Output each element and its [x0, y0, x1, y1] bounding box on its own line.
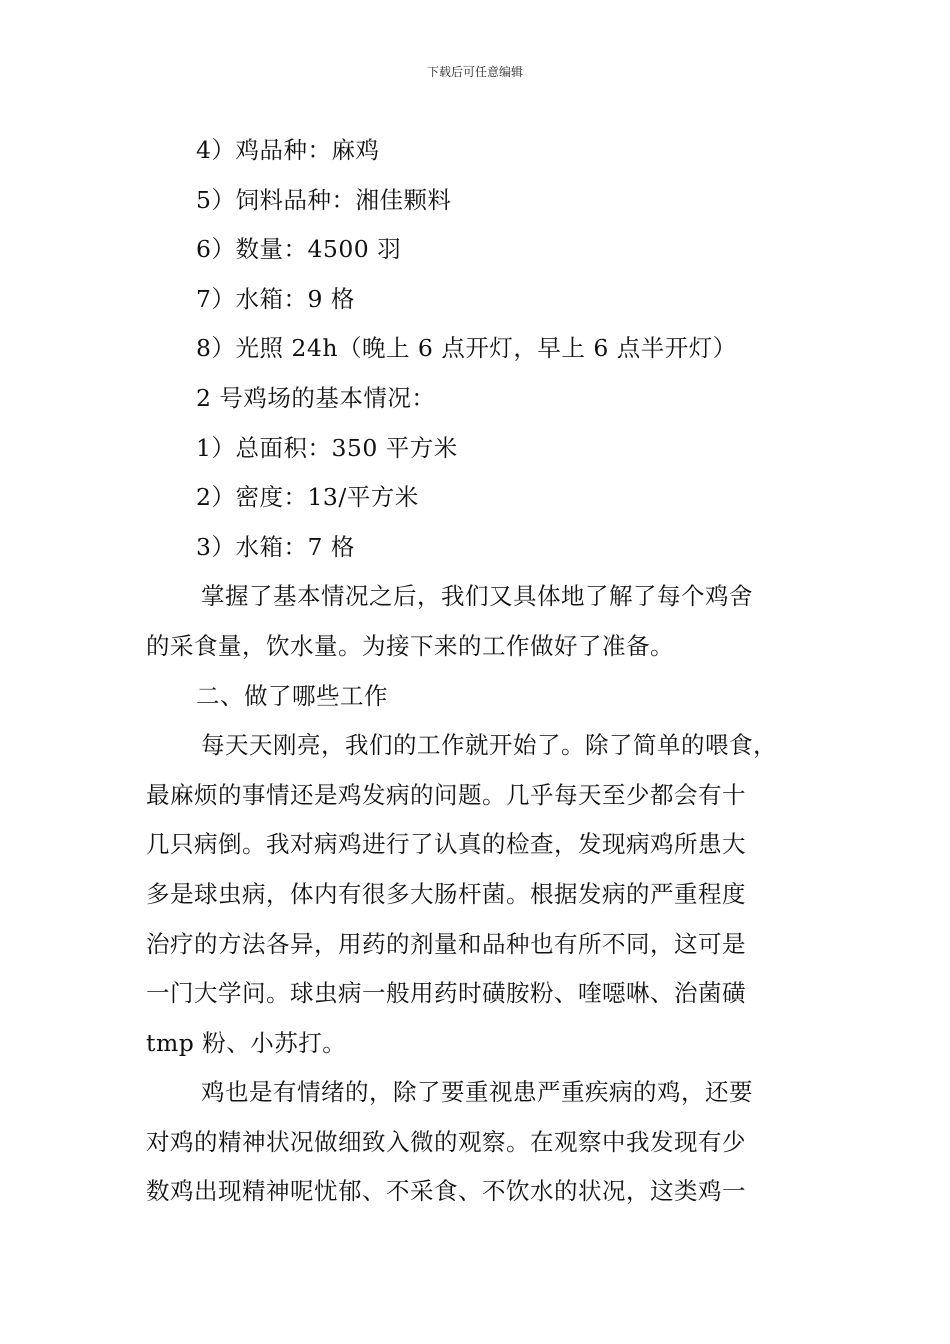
list-item: 8）光照 24h（晚上 6 点开灯，早上 6 点半开灯） [196, 334, 737, 363]
list-item: 5）饲料品种：湘佳颗料 [196, 185, 452, 214]
paragraph-line: 掌握了基本情况之后，我们又具体地了解了每个鸡舍 [201, 582, 753, 611]
document-body [146, 126, 826, 1217]
paragraph-line: 每天天刚亮，我们的工作就开始了。除了简单的喂食， [201, 731, 777, 760]
paragraph-line: 多是球虫病，体内有很多大肠杆菌。根据发病的严重程度 [146, 879, 746, 908]
list-item: 2）密度：13/平方米 [196, 483, 419, 512]
paragraph-line: 鸡也是有情绪的，除了要重视患严重疾病的鸡，还要 [201, 1078, 753, 1107]
list-item: 6）数量：4500 羽 [196, 235, 402, 264]
list-item: 3）水箱：7 格 [196, 532, 355, 561]
page-header: 下载后可任意编辑 [426, 65, 523, 79]
paragraph-line: 最麻烦的事情还是鸡发病的问题。几乎每天至少都会有十 [146, 780, 746, 809]
paragraph-line: tmp 粉、小苏打。 [146, 1028, 347, 1057]
list-item: 1）总面积：350 平方米 [196, 433, 458, 462]
list-item: 4）鸡品种：麻鸡 [196, 136, 380, 164]
section-heading: 二、做了哪些工作 [196, 681, 388, 710]
paragraph-line: 治疗的方法各异，用药的剂量和品种也有所不同，这可是 [146, 929, 746, 958]
paragraph-line: 对鸡的精神状况做细致入微的观察。在观察中我发现有少 [146, 1127, 746, 1156]
list-item: 7）水箱：9 格 [196, 284, 355, 313]
paragraph-line: 数鸡出现精神呢忧郁、不采食、不饮水的状况，这类鸡一 [146, 1177, 746, 1206]
paragraph-line: 几只病倒。我对病鸡进行了认真的检查，发现病鸡所患大 [146, 830, 746, 859]
section-heading: 2 号鸡场的基本情况： [196, 383, 436, 412]
paragraph-line: 一门大学问。球虫病一般用药时磺胺粉、喹噁啉、治菌磺 [146, 979, 746, 1008]
paragraph-line: 的采食量，饮水量。为接下来的工作做好了准备。 [146, 631, 674, 660]
